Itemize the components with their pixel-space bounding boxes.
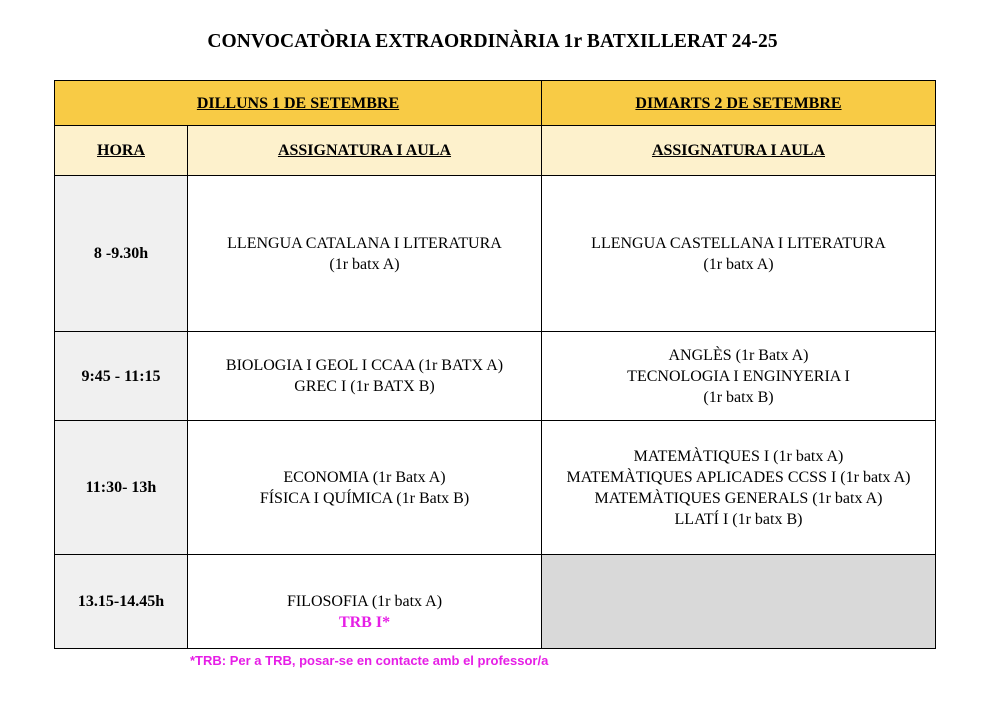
subject-line: LLENGUA CATALANA I LITERATURA: [227, 234, 502, 252]
subject-cell-monday: [188, 176, 542, 332]
hour-column-header: HORA: [55, 126, 188, 176]
subject-column-header-tuesday: ASSIGNATURA I AULA: [542, 126, 936, 176]
subject-line: (1r batx B): [703, 388, 774, 406]
column-header-row: [55, 126, 936, 176]
hour-cell: 8 -9.30h: [55, 176, 188, 332]
hour-cell: 13.15-14.45h: [55, 555, 188, 649]
subject-line: BIOLOGIA I GEOL I CCAA (1r BATX A): [225, 357, 504, 374]
subject-line: MATEMÀTIQUES APLICADES CCSS I (1r batx A): [566, 468, 911, 486]
subject-line: ECONOMIA (1r Batx A): [283, 468, 446, 486]
day-header-monday: DILLUNS 1 DE SETEMBRE: [55, 81, 542, 126]
subject-line: ANGLÈS (1r Batx A): [668, 346, 809, 364]
subject-cell-monday: [188, 332, 542, 421]
table-row: [55, 555, 936, 649]
subject-cell-monday: [188, 421, 542, 555]
subject-line: MATEMÀTIQUES GENERALS (1r batx A): [594, 489, 883, 507]
day-header-row: [55, 81, 936, 126]
subject-line: MATEMÀTIQUES I (1r batx A): [633, 447, 844, 465]
subject-line: LLENGUA CASTELLANA I LITERATURA: [591, 234, 886, 252]
subject-cell-monday: [188, 555, 542, 649]
subject-line: TECNOLOGIA I ENGINYERIA I: [627, 367, 850, 385]
hour-cell: 9:45 - 11:15: [55, 332, 188, 421]
table-row: [55, 332, 936, 421]
table-row: [55, 176, 936, 332]
subject-column-header-monday: ASSIGNATURA I AULA: [188, 126, 542, 176]
subject-line: (1r batx A): [329, 255, 400, 273]
schedule-table: [54, 80, 936, 649]
subject-line: (1r batx A): [703, 255, 774, 273]
subject-cell-tuesday: [542, 421, 936, 555]
page-title: CONVOCATÒRIA EXTRAORDINÀRIA 1r BATXILLERAT 24-25: [207, 31, 778, 52]
hour-cell: 11:30- 13h: [55, 421, 188, 555]
table-row: [55, 421, 936, 555]
trb-note: TRB I*: [338, 613, 391, 631]
subject-line: FILOSOFIA (1r batx A): [286, 592, 443, 610]
empty-cell: [542, 555, 936, 649]
day-header-tuesday: DIMARTS 2 DE SETEMBRE: [542, 81, 936, 126]
subject-line: FÍSICA I QUÍMICA (1r Batx B): [259, 489, 470, 507]
subject-line: GREC I (1r BATX B): [294, 378, 435, 395]
subject-cell-tuesday: [542, 176, 936, 332]
subject-cell-tuesday: [542, 332, 936, 421]
trb-footnote: *TRB: Per a TRB, posar-se en contacte amb el professor/a: [190, 653, 549, 668]
subject-line: LLATÍ I (1r batx B): [674, 510, 803, 528]
